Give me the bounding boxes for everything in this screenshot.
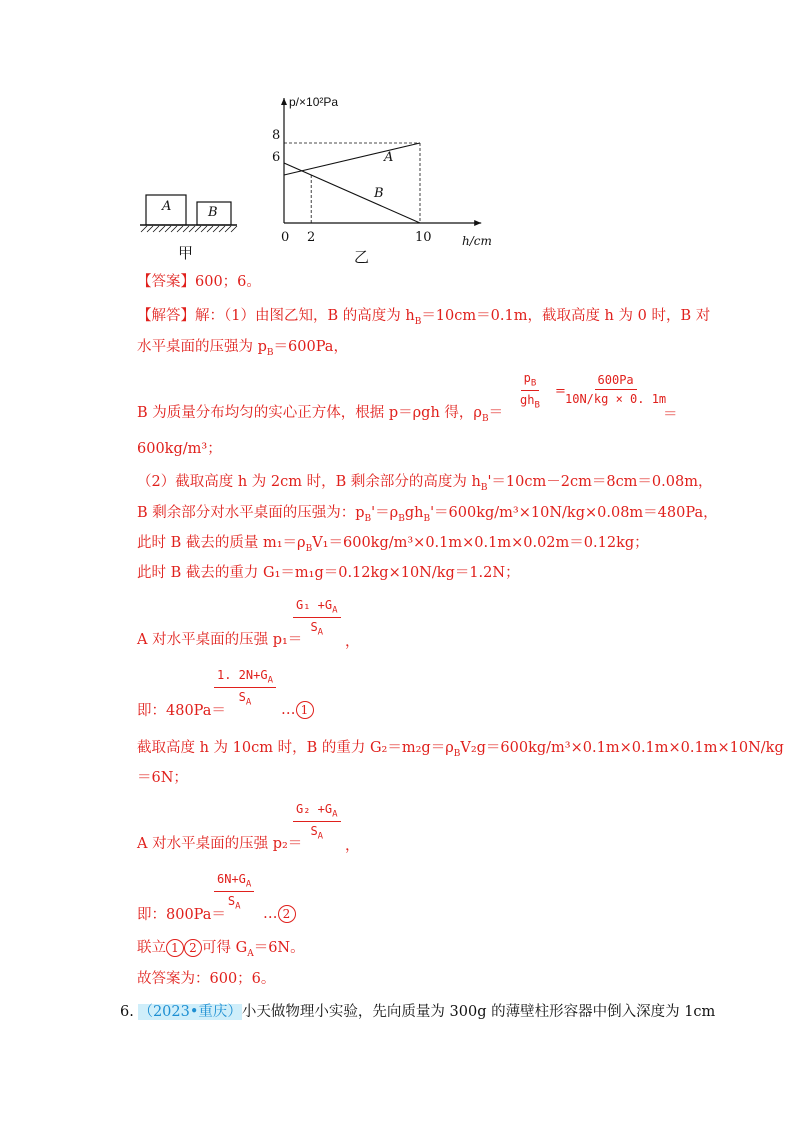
circled-2: 2: [278, 905, 296, 923]
line2a: 水平桌面的压强为 p: [137, 339, 267, 355]
line7: 此时 B 截去的质量 m₁＝ρ: [137, 535, 306, 551]
line6-d: '＝600kg/m³×10N/kg×0.08m＝480Pa，: [430, 505, 718, 521]
solution-tag: 【解答】: [137, 308, 195, 324]
block-b-label: B: [208, 205, 218, 220]
line11-b: V₂g＝600kg/m³×0.1m×0.1m×0.1m×10N/kg: [460, 740, 784, 756]
frac5-num-sub: A: [332, 809, 338, 820]
circled-2b: 2: [184, 939, 202, 957]
frac1-num: p: [523, 371, 531, 385]
line5-c: '＝10cm－2cm＝8cm＝0.08m，: [487, 474, 713, 490]
x-axis-label: h/cm: [462, 234, 492, 248]
line6-b: '＝ρ: [371, 505, 399, 521]
line10: 即：480Pa＝: [137, 703, 226, 719]
table-hatching: [141, 226, 237, 232]
solution-line-6: [137, 503, 718, 529]
frac3-num: G₁ +G: [296, 598, 333, 612]
answer-tag: 【答案】: [137, 274, 195, 290]
line13: A 对水平桌面的压强 p₂＝: [137, 836, 303, 852]
line7-b: V₁＝600kg/m³×0.1m×0.1m×0.02m＝0.12kg；: [312, 535, 649, 551]
solution-line-3: [137, 403, 503, 429]
solution-line-1: [137, 306, 710, 332]
y-axis-arrow: [281, 98, 287, 105]
solution-line-7: [137, 533, 649, 559]
figure-jia-caption: 甲: [178, 244, 194, 262]
fraction-600pa: [565, 373, 666, 406]
y-tick-6: 6: [272, 150, 281, 165]
line15a: 联立: [137, 940, 166, 956]
line7-sub: B: [305, 543, 313, 554]
line11: 截取高度 h 为 10cm 时，B 的重力 G₂＝m₂g＝ρ: [137, 740, 454, 756]
circled-1: 1: [296, 701, 314, 719]
pb-sub: B: [266, 347, 274, 358]
block-a-label: A: [162, 199, 172, 214]
fraction-6n-ga: [214, 872, 254, 912]
line6-sub2: B: [398, 513, 405, 524]
solution-line-5: [137, 472, 712, 498]
figure-yi-caption: 乙: [354, 248, 370, 266]
line-b-label: B: [374, 186, 384, 201]
series-line-a: [284, 143, 420, 175]
frac2-eq: ＝: [663, 407, 678, 423]
frac2-den: 10N/kg × 0. 1m: [565, 392, 667, 406]
line6-sub1: B: [364, 513, 372, 524]
eq-marker-1: [281, 701, 314, 719]
question-text: 小天做物理小实验，先向质量为 300g 的薄壁柱形容器中倒入深度为 1cm: [241, 1004, 716, 1020]
frac1-eq: =: [555, 384, 566, 399]
y-axis-label: p/×10²Pa: [289, 95, 339, 109]
hb-sub: B: [414, 316, 422, 327]
comma-1: ，: [345, 634, 360, 650]
solution-line-11: [137, 738, 784, 764]
frac2-num: 600Pa: [595, 373, 637, 390]
x-tick-0: 0: [281, 230, 290, 245]
frac1-num-sub: B: [530, 378, 537, 389]
ga-sub: A: [247, 948, 254, 959]
fraction-1-2n-ga: [214, 668, 276, 708]
line3-eq: ＝: [488, 405, 504, 421]
frac6-num-sub: A: [245, 879, 252, 890]
comma-2: ，: [345, 838, 360, 854]
next-question: [120, 1002, 715, 1022]
line2b: ＝600Pa，: [273, 339, 348, 355]
fraction-g1-ga: [293, 598, 341, 638]
line15b: 可得 G: [202, 940, 248, 956]
solution-line-13: [137, 834, 302, 854]
x-tick-2: 2: [307, 230, 316, 245]
fraction-g2-ga: [293, 802, 341, 842]
frac3-den: S: [310, 620, 318, 635]
line15c: ＝6N。: [253, 940, 305, 956]
dots-1: …: [281, 702, 296, 718]
frac1-den: gh: [520, 393, 535, 408]
line14: 即：800Pa＝: [137, 907, 226, 923]
question-number: 6.: [120, 1004, 134, 1020]
solution-intro2: ＝10cm＝0.1m，截取高度 h 为 0 时，B 对: [421, 308, 711, 324]
frac3-num-sub: A: [332, 605, 338, 616]
dots-2: …: [263, 906, 278, 922]
line6: B 剩余部分对水平桌面的压强为：p: [137, 505, 365, 521]
line5: （2）截取高度 h 为 2cm 时，B 剩余部分的高度为 h: [137, 474, 481, 490]
frac6-den: S: [227, 894, 236, 909]
frac5-num: G₂ +G: [296, 802, 333, 816]
x-axis-arrow: [474, 220, 481, 226]
solution-line-14: [137, 905, 226, 925]
answer-text: 600；6。: [195, 274, 261, 290]
solution-line-9: [137, 630, 302, 650]
solution-line-15: [137, 938, 305, 964]
line3: B 为质量分布均匀的实心正方体，根据 p＝ρgh 得，ρ: [137, 405, 482, 421]
solution-line-16: 故答案为：600；6。: [137, 971, 276, 987]
circled-1b: 1: [166, 939, 184, 957]
line-a-label: A: [384, 150, 394, 165]
frac4-num-sub: A: [267, 675, 273, 686]
frac4-den: S: [238, 690, 246, 705]
frac3-den-sub: A: [317, 627, 324, 638]
frac6-den-sub: A: [235, 901, 241, 912]
fraction-pb-ghb: [520, 371, 540, 411]
y-tick-8: 8: [272, 128, 281, 143]
solution-intro: 解：（1）由图乙知，B 的高度为 h: [195, 308, 415, 324]
frac4-num: 1. 2N+G: [217, 668, 268, 682]
line5-sub: B: [480, 482, 488, 493]
line6-sub3: B: [423, 513, 431, 524]
frac5-den: S: [310, 824, 318, 839]
solution-line-8: 此时 B 截去的重力 G₁＝m₁g＝0.12kg×10N/kg＝1.2N；: [137, 565, 520, 581]
line9: A 对水平桌面的压强 p₁＝: [137, 632, 303, 648]
x-tick-10: 10: [415, 230, 432, 245]
frac1-den-sub: B: [534, 400, 540, 411]
frac4-den-sub: A: [245, 697, 252, 708]
line11-sub: B: [453, 748, 461, 759]
rho-sub: B: [481, 413, 489, 424]
solution-line-10: [137, 701, 226, 721]
series-line-b: [284, 163, 420, 223]
question-source[interactable]: （2023•重庆）: [138, 1004, 242, 1020]
eq-marker-2: [263, 905, 296, 923]
answer-line: [137, 272, 261, 292]
solution-line-12: ＝6N；: [137, 770, 188, 786]
line6-c: gh: [404, 505, 424, 521]
solution-line-2: [137, 337, 348, 363]
frac6-num: 6N+G: [217, 872, 246, 886]
frac5-den-sub: A: [317, 831, 324, 842]
solution-line-4: 600kg/m³；: [137, 441, 222, 457]
